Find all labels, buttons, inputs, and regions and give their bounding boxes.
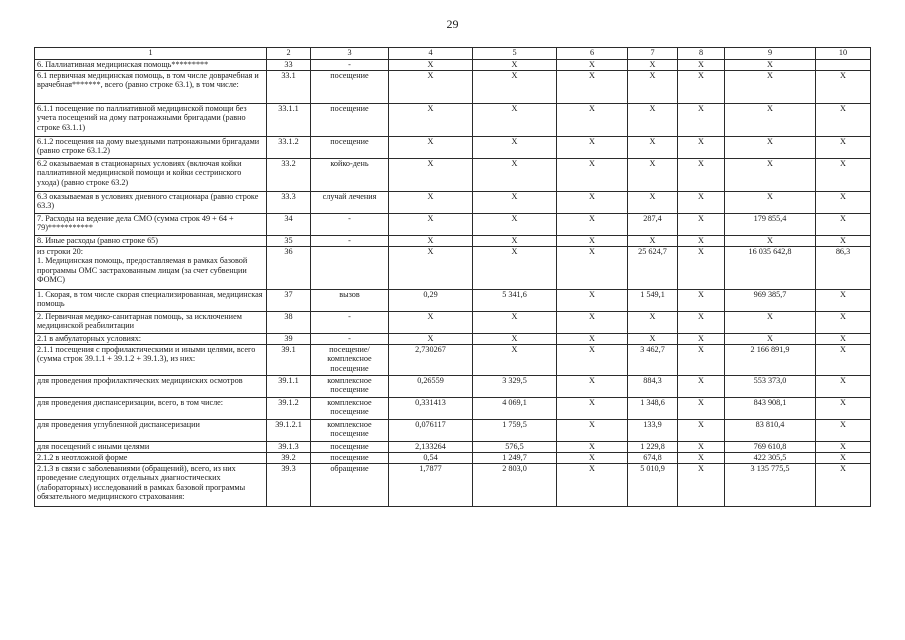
- table-cell: вызов: [311, 290, 389, 312]
- table-cell: 35: [267, 236, 311, 247]
- table-cell: 2,133264: [389, 442, 473, 453]
- table-cell: X: [678, 464, 725, 507]
- table-cell: 37: [267, 290, 311, 312]
- table-cell: X: [473, 236, 557, 247]
- row-label-cell: 8. Иные расходы (равно строке 65): [35, 236, 267, 247]
- row-label-cell: 6. Паллиативная медицинская помощь*********: [35, 60, 267, 71]
- table-cell: X: [628, 104, 678, 137]
- table-cell: X: [678, 398, 725, 420]
- table-cell: X: [389, 71, 473, 104]
- table-cell: X: [473, 104, 557, 137]
- table-row: [35, 159, 871, 192]
- table-cell: койко-день: [311, 159, 389, 192]
- table-cell: [311, 247, 389, 290]
- table-cell: 39.1.3: [267, 442, 311, 453]
- table-cell: 576,5: [473, 442, 557, 453]
- table-cell: X: [678, 420, 725, 442]
- table-cell: X: [473, 345, 557, 376]
- table-cell: 86,3: [816, 247, 871, 290]
- table-cell: 0,331413: [389, 398, 473, 420]
- table-cell: 769 610,8: [725, 442, 816, 453]
- table-cell: X: [557, 464, 628, 507]
- table-cell: X: [389, 159, 473, 192]
- table-cell: X: [557, 137, 628, 159]
- row-label-cell: 6.3 оказываемая в условиях дневного стационара (равно строке 63.3): [35, 192, 267, 214]
- table-cell: 16 035 642,8: [725, 247, 816, 290]
- table-cell: X: [628, 334, 678, 345]
- table-cell: 133,9: [628, 420, 678, 442]
- table-cell: X: [678, 376, 725, 398]
- table-cell: X: [557, 290, 628, 312]
- table-cell: 1,7877: [389, 464, 473, 507]
- data-table: [34, 47, 871, 507]
- table-cell: 2 803,0: [473, 464, 557, 507]
- header-cell: 9: [725, 48, 816, 60]
- table-cell: X: [389, 60, 473, 71]
- table-cell: X: [678, 104, 725, 137]
- header-cell: 7: [628, 48, 678, 60]
- table-cell: X: [678, 345, 725, 376]
- table-cell: X: [473, 192, 557, 214]
- row-label-cell: 1. Скорая, в том числе скорая специализированная, медицинская помощь: [35, 290, 267, 312]
- row-label-cell: для посещений с иными целями: [35, 442, 267, 453]
- table-cell: 3 135 775,5: [725, 464, 816, 507]
- table-cell: 33.1: [267, 71, 311, 104]
- row-label-cell: 2.1.1 посещения с профилактическими и иными целями, всего (сумма строк 39.1.1 + 39.1.2 + 39.1.3), из них:: [35, 345, 267, 376]
- table-cell: -: [311, 236, 389, 247]
- table-cell: X: [725, 312, 816, 334]
- table-cell: X: [816, 192, 871, 214]
- table-cell: X: [816, 398, 871, 420]
- table-cell: X: [678, 192, 725, 214]
- table-cell: X: [389, 247, 473, 290]
- table-cell: X: [389, 214, 473, 236]
- table-cell: X: [473, 137, 557, 159]
- table-cell: X: [557, 312, 628, 334]
- table-cell: 674,8: [628, 453, 678, 464]
- table-cell: 884,3: [628, 376, 678, 398]
- table-cell: посещение: [311, 71, 389, 104]
- table-cell: 39: [267, 334, 311, 345]
- table-cell: X: [725, 192, 816, 214]
- table-row: [35, 214, 871, 236]
- table-cell: 4 069,1: [473, 398, 557, 420]
- table-cell: X: [816, 137, 871, 159]
- table-cell: X: [628, 71, 678, 104]
- table-cell: 33.1.1: [267, 104, 311, 137]
- row-label-cell: для проведения углубленной диспансеризации: [35, 420, 267, 442]
- table-cell: X: [389, 137, 473, 159]
- table-cell: 83 810,4: [725, 420, 816, 442]
- table-cell: 179 855,4: [725, 214, 816, 236]
- table-cell: -: [311, 334, 389, 345]
- table-cell: 969 385,7: [725, 290, 816, 312]
- table-cell: X: [628, 192, 678, 214]
- table-row: [35, 345, 871, 376]
- table-cell: 2 166 891,9: [725, 345, 816, 376]
- table-cell: X: [816, 312, 871, 334]
- table-cell: X: [628, 137, 678, 159]
- header-cell: 5: [473, 48, 557, 60]
- row-label-cell: для проведения профилактических медицинских осмотров: [35, 376, 267, 398]
- table-cell: X: [725, 71, 816, 104]
- table-cell: 33.3: [267, 192, 311, 214]
- table-cell: 0,26559: [389, 376, 473, 398]
- table-row: [35, 453, 871, 464]
- table-cell: 1 549,1: [628, 290, 678, 312]
- table-cell: X: [557, 104, 628, 137]
- table-cell: X: [557, 71, 628, 104]
- table-cell: X: [473, 60, 557, 71]
- table-cell: X: [816, 442, 871, 453]
- table-cell: X: [389, 334, 473, 345]
- table-row: [35, 290, 871, 312]
- table-cell: посещение: [311, 453, 389, 464]
- table-cell: 39.1.2: [267, 398, 311, 420]
- table-cell: X: [473, 159, 557, 192]
- table-cell: X: [557, 247, 628, 290]
- row-label-cell: 2. Первичная медико-санитарная помощь, за исключением медицинской реабилитации: [35, 312, 267, 334]
- table-row: [35, 334, 871, 345]
- table-cell: посещение: [311, 104, 389, 137]
- table-cell: X: [816, 464, 871, 507]
- table-cell: X: [628, 236, 678, 247]
- header-cell: 8: [678, 48, 725, 60]
- table-cell: 5 010,9: [628, 464, 678, 507]
- table-cell: X: [557, 60, 628, 71]
- table-cell: 1 348,6: [628, 398, 678, 420]
- page-number: 29: [446, 17, 459, 31]
- row-label-cell: для проведения диспансеризации, всего, в том числе:: [35, 398, 267, 420]
- table-cell: 0,076117: [389, 420, 473, 442]
- table-cell: 287,4: [628, 214, 678, 236]
- table-cell: X: [473, 214, 557, 236]
- table-cell: 39.3: [267, 464, 311, 507]
- table-cell: 33: [267, 60, 311, 71]
- table-cell: X: [628, 312, 678, 334]
- header-row: [35, 48, 871, 60]
- table-cell: случай лечения: [311, 192, 389, 214]
- table-cell: 36: [267, 247, 311, 290]
- table-row: [35, 247, 871, 290]
- table-cell: 2,730267: [389, 345, 473, 376]
- table-cell: обращение: [311, 464, 389, 507]
- table-cell: X: [816, 420, 871, 442]
- table-row: [35, 398, 871, 420]
- table-cell: X: [389, 192, 473, 214]
- table-cell: посещение: [311, 137, 389, 159]
- table-cell: 553 373,0: [725, 376, 816, 398]
- table-cell: 3 462,7: [628, 345, 678, 376]
- header-cell: 2: [267, 48, 311, 60]
- table-cell: посещение/ комплексное посещение: [311, 345, 389, 376]
- table-row: [35, 376, 871, 398]
- table-cell: 25 624,7: [628, 247, 678, 290]
- table-cell: X: [389, 236, 473, 247]
- table-cell: X: [473, 247, 557, 290]
- table-row: [35, 137, 871, 159]
- table-cell: X: [725, 334, 816, 345]
- table-row: [35, 192, 871, 214]
- table-cell: -: [311, 214, 389, 236]
- table-cell: X: [389, 104, 473, 137]
- table-cell: X: [725, 104, 816, 137]
- row-label-cell: из строки 20: 1. Медицинская помощь, предоставляемая в рамках базовой программы ОМС застрахованным лицам (за счет субвенции ФОМС): [35, 247, 267, 290]
- table-cell: 843 908,1: [725, 398, 816, 420]
- table-cell: комплексное посещение: [311, 376, 389, 398]
- table-cell: X: [557, 376, 628, 398]
- table-cell: 1 759,5: [473, 420, 557, 442]
- table-cell: X: [557, 453, 628, 464]
- table-cell: 422 305,5: [725, 453, 816, 464]
- table-cell: X: [678, 159, 725, 192]
- table-cell: -: [311, 60, 389, 71]
- header-cell: 6: [557, 48, 628, 60]
- table-row: [35, 312, 871, 334]
- table-cell: X: [628, 159, 678, 192]
- table-cell: X: [557, 334, 628, 345]
- table-cell: X: [725, 236, 816, 247]
- table-cell: X: [816, 345, 871, 376]
- table-cell: 39.1.1: [267, 376, 311, 398]
- table-cell: 5 341,6: [473, 290, 557, 312]
- table-row: [35, 464, 871, 507]
- table-cell: 33.1.2: [267, 137, 311, 159]
- table-cell: X: [557, 420, 628, 442]
- table-cell: X: [678, 442, 725, 453]
- row-label-cell: 6.1.2 посещения на дому выездными патронажными бригадами (равно строке 63.1.2): [35, 137, 267, 159]
- table-cell: 0,29: [389, 290, 473, 312]
- table-row: [35, 60, 871, 71]
- header-cell: 3: [311, 48, 389, 60]
- table-cell: 1 229,8: [628, 442, 678, 453]
- table-cell: X: [816, 71, 871, 104]
- table-cell: X: [389, 312, 473, 334]
- table-cell: посещение: [311, 442, 389, 453]
- table-cell: X: [816, 214, 871, 236]
- row-label-cell: 7. Расходы на ведение дела СМО (сумма строк 49 + 64 + 79)***********: [35, 214, 267, 236]
- row-label-cell: 6.1.1 посещение по паллиативной медицинской помощи без учета посещений на дому патронажными бригадами (равно строке 63.1.1): [35, 104, 267, 137]
- table-cell: X: [816, 236, 871, 247]
- table-row: [35, 420, 871, 442]
- table-cell: 39.1.2.1: [267, 420, 311, 442]
- table-row: [35, 442, 871, 453]
- row-label-cell: 6.1 первичная медицинская помощь, в том числе доврачебная и врачебная*******, всего (равно строке 63.1), в том числе:: [35, 71, 267, 104]
- row-label-cell: 2.1 в амбулаторных условиях:: [35, 334, 267, 345]
- table-cell: X: [725, 137, 816, 159]
- table-cell: X: [557, 345, 628, 376]
- table-row: [35, 104, 871, 137]
- table-cell: X: [473, 71, 557, 104]
- table-cell: X: [678, 60, 725, 71]
- header-cell: 4: [389, 48, 473, 60]
- table-cell: X: [557, 192, 628, 214]
- table-cell: X: [816, 290, 871, 312]
- table-row: [35, 71, 871, 104]
- table-cell: 0,54: [389, 453, 473, 464]
- table-cell: комплексное посещение: [311, 420, 389, 442]
- table-cell: 39.1: [267, 345, 311, 376]
- table-cell: X: [678, 214, 725, 236]
- table-cell: комплексное посещение: [311, 398, 389, 420]
- row-label-cell: 2.1.2 в неотложной форме: [35, 453, 267, 464]
- table-cell: X: [678, 290, 725, 312]
- table-cell: 38: [267, 312, 311, 334]
- table-cell: X: [816, 453, 871, 464]
- table-cell: 34: [267, 214, 311, 236]
- table-row: [35, 236, 871, 247]
- row-label-cell: 2.1.3 в связи с заболеваниями (обращений), всего, из них проведение следующих отдельных диагностических (лабораторных) исследований в рамках базовой программы обязательного медицинского страхования:: [35, 464, 267, 507]
- table-cell: X: [725, 60, 816, 71]
- table-cell: X: [678, 236, 725, 247]
- table-cell: X: [557, 442, 628, 453]
- table-cell: X: [678, 453, 725, 464]
- table-cell: X: [816, 159, 871, 192]
- table-cell: 1 249,7: [473, 453, 557, 464]
- table-cell: X: [557, 236, 628, 247]
- table-cell: X: [557, 159, 628, 192]
- table-cell: X: [628, 60, 678, 71]
- table-cell: X: [557, 398, 628, 420]
- table-cell: X: [473, 334, 557, 345]
- table-cell: X: [816, 104, 871, 137]
- table-cell: 39.2: [267, 453, 311, 464]
- table-cell: X: [678, 137, 725, 159]
- table-cell: X: [678, 312, 725, 334]
- table-cell: 3 329,5: [473, 376, 557, 398]
- table-cell: X: [816, 376, 871, 398]
- table-cell: X: [725, 159, 816, 192]
- table-cell: X: [473, 312, 557, 334]
- table-cell: X: [678, 71, 725, 104]
- table-cell: X: [816, 334, 871, 345]
- row-label-cell: 6.2 оказываемая в стационарных условиях (включая койки паллиативной медицинской помощи и койки сестринского ухода) (равно строке 63.2): [35, 159, 267, 192]
- header-cell: 10: [816, 48, 871, 60]
- table-cell: [816, 60, 871, 71]
- table-cell: 33.2: [267, 159, 311, 192]
- table-cell: -: [311, 312, 389, 334]
- table-cell: X: [678, 247, 725, 290]
- table-cell: X: [678, 334, 725, 345]
- table-cell: X: [557, 214, 628, 236]
- header-cell: 1: [35, 48, 267, 60]
